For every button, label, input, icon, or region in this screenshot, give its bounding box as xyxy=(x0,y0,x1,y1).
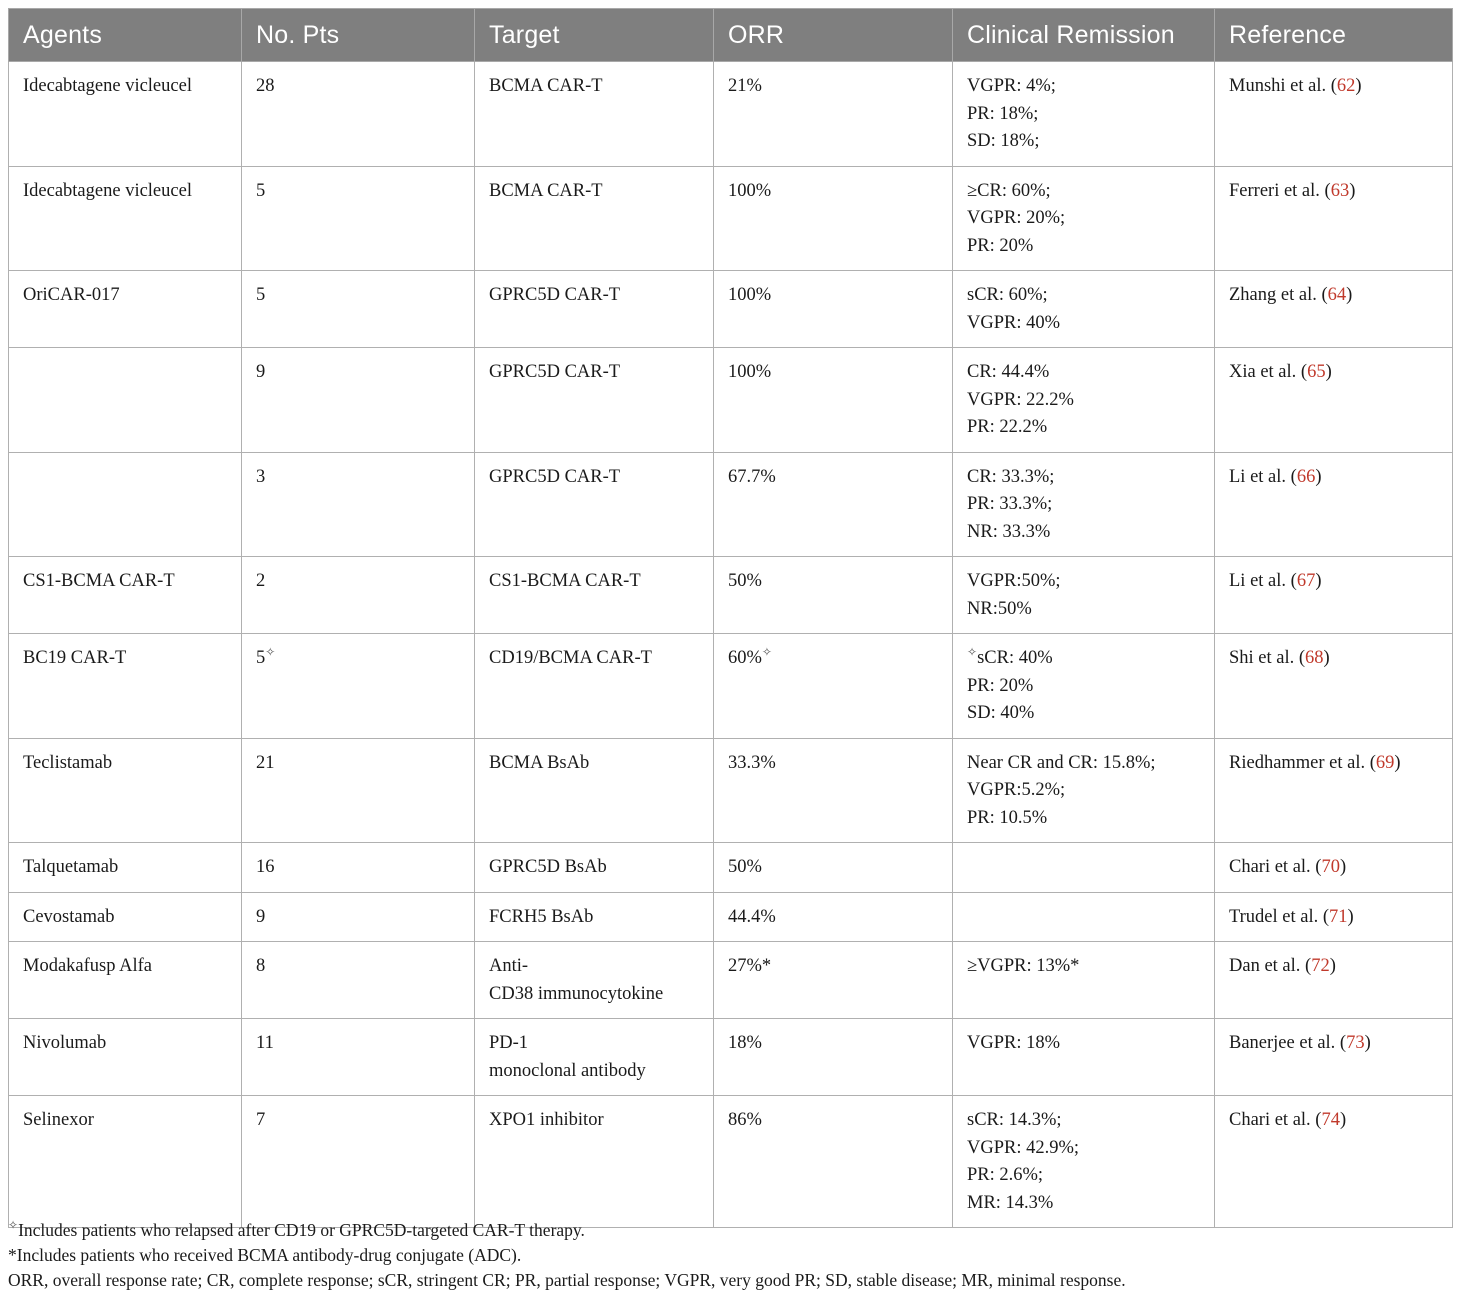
reference-author: Trudel et al. ( xyxy=(1229,906,1330,927)
pts-value: 9 xyxy=(256,362,266,382)
pts-value: 11 xyxy=(256,1033,274,1053)
orr-value: 100% xyxy=(728,285,772,305)
remission-cell xyxy=(953,634,1215,739)
pts-cell xyxy=(242,62,475,167)
table-row xyxy=(9,348,1453,453)
target-line: GPRC5D CAR-T xyxy=(489,285,621,305)
orr-cell xyxy=(714,892,953,942)
agent-name: CS1-BCMA CAR-T xyxy=(23,571,175,591)
remission-cell xyxy=(953,348,1215,453)
target-cell xyxy=(475,1096,714,1228)
remission-line xyxy=(967,1030,1200,1058)
remission-text: PR: 22.2% xyxy=(967,417,1048,437)
column-header: Reference xyxy=(1215,9,1453,62)
reference-link[interactable]: 72 xyxy=(1311,956,1330,976)
agent-cell xyxy=(9,452,242,557)
remission-line xyxy=(967,673,1200,701)
pts-cell xyxy=(242,738,475,843)
remission-line xyxy=(967,1190,1200,1218)
agent-cell xyxy=(9,892,242,942)
reference-link[interactable]: 65 xyxy=(1307,362,1326,382)
reference-close: ) xyxy=(1394,752,1401,773)
reference-cell xyxy=(1215,348,1453,453)
target-cell xyxy=(475,62,714,167)
orr-cell xyxy=(714,271,953,348)
remission-text: PR: 33.3%; xyxy=(967,494,1053,514)
table-row xyxy=(9,1019,1453,1096)
remission-cell xyxy=(953,557,1215,634)
remission-line xyxy=(967,359,1200,387)
pts-value: 5 xyxy=(256,648,266,668)
reference-link[interactable]: 66 xyxy=(1296,466,1316,487)
column-header: No. Pts xyxy=(242,9,475,62)
table-row xyxy=(9,271,1453,348)
remission-text: MR: 14.3% xyxy=(967,1192,1054,1213)
remission-text: ≥CR: 60%; xyxy=(967,180,1051,201)
remission-line xyxy=(967,310,1200,338)
remission-text: CR: 33.3%; xyxy=(967,466,1055,487)
remission-text: SD: 18%; xyxy=(967,131,1040,151)
remission-text: VGPR: 4%; xyxy=(967,76,1056,96)
agent-name: Idecabtagene vicleucel xyxy=(23,180,192,201)
reference-close: ) xyxy=(1364,1033,1371,1053)
agent-name: Cevostamab xyxy=(23,906,115,927)
column-header: Clinical Remission xyxy=(953,9,1215,62)
reference-author: Zhang et al. ( xyxy=(1229,285,1328,305)
reference-close: ) xyxy=(1329,956,1336,976)
table-row xyxy=(9,843,1453,893)
target-cell xyxy=(475,942,714,1019)
reference-author: Riedhammer et al. ( xyxy=(1229,752,1376,773)
column-header: Target xyxy=(475,9,714,62)
remission-text: PR: 18%; xyxy=(967,103,1039,124)
table-row xyxy=(9,942,1453,1019)
orr-cell xyxy=(714,348,953,453)
remission-text: VGPR: 22.2% xyxy=(967,389,1074,410)
target-cell xyxy=(475,452,714,557)
orr-value: 100% xyxy=(728,180,772,201)
remission-text: Near CR and CR: 15.8%; xyxy=(967,752,1156,773)
remission-line xyxy=(967,596,1200,624)
agent-name: BC19 CAR-T xyxy=(23,648,127,668)
reference-link[interactable]: 67 xyxy=(1296,571,1316,591)
reference-link[interactable]: 63 xyxy=(1330,180,1350,201)
footnote-2: *Includes patients who received BCMA antibody-drug conjugate (ADC). xyxy=(8,1245,522,1265)
agent-cell xyxy=(9,634,242,739)
reference-close: ) xyxy=(1349,180,1356,201)
pts-cell xyxy=(242,557,475,634)
pts-value: 8 xyxy=(256,956,266,976)
agent-cell xyxy=(9,942,242,1019)
remission-cell xyxy=(953,1096,1215,1228)
reference-link[interactable]: 69 xyxy=(1375,752,1395,773)
pts-value: 16 xyxy=(256,857,275,877)
reference-cell xyxy=(1215,62,1453,167)
remission-text: sCR: 60%; xyxy=(967,285,1048,305)
remission-line xyxy=(967,128,1200,156)
pts-value: 5 xyxy=(256,180,266,201)
remission-line xyxy=(967,519,1200,547)
target-line: CS1-BCMA CAR-T xyxy=(489,571,641,591)
target-line: CD38 immunocytokine xyxy=(489,983,664,1004)
reference-close: ) xyxy=(1315,466,1322,487)
remission-line xyxy=(967,777,1200,805)
header-row xyxy=(9,9,1453,62)
remission-text: SD: 40% xyxy=(967,703,1035,723)
orr-cell xyxy=(714,843,953,893)
pts-cell xyxy=(242,942,475,1019)
orr-value: 86% xyxy=(728,1110,762,1130)
remission-cell xyxy=(953,942,1215,1019)
orr-cell xyxy=(714,738,953,843)
target-cell xyxy=(475,1019,714,1096)
footnote-mark: ✧ xyxy=(967,644,978,659)
orr-value: 21% xyxy=(728,76,762,96)
agent-cell xyxy=(9,166,242,271)
table-row xyxy=(9,738,1453,843)
footnote-3: ORR, overall response rate; CR, complete response; sCR, stringent CR; PR, partial response; VGPR, very good PR; SD, stable disease; MR, minimal response. xyxy=(8,1270,1126,1290)
orr-cell xyxy=(714,1096,953,1228)
pts-cell xyxy=(242,452,475,557)
remission-line xyxy=(967,387,1200,415)
target-cell xyxy=(475,348,714,453)
reference-link[interactable]: 71 xyxy=(1329,906,1348,927)
remission-text: PR: 10.5% xyxy=(967,807,1048,828)
reference-close: ) xyxy=(1346,285,1353,305)
orr-value: 44.4% xyxy=(728,906,776,927)
agent-cell xyxy=(9,738,242,843)
footnote-mark: ✧ xyxy=(8,1218,19,1233)
remission-line xyxy=(967,568,1200,596)
reference-author: Xia et al. ( xyxy=(1229,362,1308,382)
target-line: XPO1 inhibitor xyxy=(489,1110,604,1130)
orr-cell xyxy=(714,557,953,634)
orr-value: 100% xyxy=(728,362,772,382)
results-table xyxy=(8,8,1453,1228)
orr-cell xyxy=(714,62,953,167)
target-line: monoclonal antibody xyxy=(489,1060,646,1081)
remission-line xyxy=(967,1162,1200,1190)
reference-cell xyxy=(1215,166,1453,271)
reference-link[interactable]: 73 xyxy=(1346,1033,1365,1053)
reference-cell xyxy=(1215,452,1453,557)
table-body xyxy=(9,62,1453,1228)
remission-line xyxy=(967,491,1200,519)
agent-cell xyxy=(9,271,242,348)
agent-name: Selinexor xyxy=(23,1110,94,1130)
footnote-1-text: Includes patients who relapsed after CD19 or GPRC5D-targeted CAR-T therapy. xyxy=(18,1220,585,1240)
reference-close: ) xyxy=(1347,906,1354,927)
remission-line xyxy=(967,1107,1200,1135)
pts-value: 21 xyxy=(256,752,275,773)
target-cell xyxy=(475,166,714,271)
agent-cell xyxy=(9,843,242,893)
remission-cell xyxy=(953,892,1215,942)
reference-cell xyxy=(1215,634,1453,739)
table-row xyxy=(9,452,1453,557)
remission-line xyxy=(967,953,1200,981)
reference-link[interactable]: 70 xyxy=(1321,857,1340,877)
reference-cell xyxy=(1215,843,1453,893)
agent-cell xyxy=(9,1019,242,1096)
reference-author: Li et al. ( xyxy=(1229,466,1297,487)
target-cell xyxy=(475,892,714,942)
orr-value: 33.3% xyxy=(728,752,776,773)
column-header: ORR xyxy=(714,9,953,62)
target-line: GPRC5D BsAb xyxy=(489,857,607,877)
agent-cell xyxy=(9,348,242,453)
pts-cell xyxy=(242,1096,475,1228)
orr-value: 50% xyxy=(728,571,762,591)
agent-name: Talquetamab xyxy=(23,857,119,877)
remission-text: VGPR:5.2%; xyxy=(967,780,1066,800)
target-line: BCMA BsAb xyxy=(489,752,590,773)
remission-text: VGPR: 40% xyxy=(967,312,1061,333)
agent-name: Teclistamab xyxy=(23,752,113,773)
table-row xyxy=(9,62,1453,167)
reference-author: Li et al. ( xyxy=(1229,571,1297,591)
remission-cell xyxy=(953,843,1215,893)
agent-name: Modakafusp Alfa xyxy=(23,956,152,976)
remission-line xyxy=(967,750,1200,778)
reference-author: Ferreri et al. ( xyxy=(1229,180,1331,201)
reference-cell xyxy=(1215,271,1453,348)
remission-text: VGPR: 18% xyxy=(967,1033,1061,1053)
pts-value: 3 xyxy=(256,466,266,487)
remission-line xyxy=(967,700,1200,728)
pts-cell xyxy=(242,1019,475,1096)
target-line: FCRH5 BsAb xyxy=(489,906,594,927)
footnotes xyxy=(8,1218,1126,1293)
pts-cell xyxy=(242,271,475,348)
agent-cell xyxy=(9,62,242,167)
reference-cell xyxy=(1215,1019,1453,1096)
pts-value: 7 xyxy=(256,1110,266,1130)
orr-value: 60% xyxy=(728,648,762,668)
remission-text: VGPR: 42.9%; xyxy=(967,1137,1080,1158)
table-row xyxy=(9,557,1453,634)
reference-cell xyxy=(1215,892,1453,942)
reference-author: Chari et al. ( xyxy=(1229,857,1322,877)
pts-cell xyxy=(242,843,475,893)
remission-text: VGPR:50%; xyxy=(967,571,1061,591)
remission-text: CR: 44.4% xyxy=(967,362,1050,382)
pts-value: 2 xyxy=(256,571,266,591)
orr-value: 27%* xyxy=(728,956,772,976)
table-row xyxy=(9,1096,1453,1228)
remission-line xyxy=(967,464,1200,492)
reference-cell xyxy=(1215,942,1453,1019)
target-line: BCMA CAR-T xyxy=(489,180,603,201)
pts-value: 5 xyxy=(256,285,266,305)
remission-text: PR: 20% xyxy=(967,675,1034,696)
remission-text: PR: 2.6%; xyxy=(967,1165,1044,1185)
reference-cell xyxy=(1215,1096,1453,1228)
remission-line xyxy=(967,645,1200,673)
footnote-mark: ✧ xyxy=(761,644,772,659)
footnote-mark: ✧ xyxy=(265,644,276,659)
orr-cell xyxy=(714,634,953,739)
remission-text: sCR: 40% xyxy=(977,648,1053,668)
remission-line xyxy=(967,282,1200,310)
remission-cell xyxy=(953,1019,1215,1096)
agent-cell xyxy=(9,557,242,634)
remission-text: VGPR: 20%; xyxy=(967,208,1066,228)
remission-text: PR: 20% xyxy=(967,235,1034,256)
pts-cell xyxy=(242,634,475,739)
orr-cell xyxy=(714,166,953,271)
agent-name: Idecabtagene vicleucel xyxy=(23,76,192,96)
target-line: BCMA CAR-T xyxy=(489,76,603,96)
agent-name: Nivolumab xyxy=(23,1033,107,1053)
orr-value: 50% xyxy=(728,857,762,877)
agent-name: OriCAR-017 xyxy=(23,285,120,305)
target-line: GPRC5D CAR-T xyxy=(489,362,621,382)
remission-line xyxy=(967,101,1200,129)
orr-cell xyxy=(714,452,953,557)
agent-cell xyxy=(9,1096,242,1228)
target-cell xyxy=(475,843,714,893)
orr-cell xyxy=(714,942,953,1019)
remission-line xyxy=(967,205,1200,233)
reference-close: ) xyxy=(1325,362,1332,382)
reference-close: ) xyxy=(1315,571,1322,591)
orr-value: 67.7% xyxy=(728,466,776,487)
remission-cell xyxy=(953,271,1215,348)
remission-line xyxy=(967,1135,1200,1163)
target-cell xyxy=(475,271,714,348)
remission-line xyxy=(967,233,1200,261)
column-header: Agents xyxy=(9,9,242,62)
reference-author: Chari et al. ( xyxy=(1229,1110,1322,1130)
target-cell xyxy=(475,738,714,843)
reference-author: Munshi et al. ( xyxy=(1229,76,1337,96)
reference-link[interactable]: 62 xyxy=(1336,76,1356,96)
remission-line xyxy=(967,178,1200,206)
remission-line xyxy=(967,805,1200,833)
remission-cell xyxy=(953,62,1215,167)
reference-link[interactable]: 64 xyxy=(1327,285,1347,305)
pts-value: 28 xyxy=(256,76,275,96)
reference-link[interactable]: 68 xyxy=(1305,648,1324,668)
remission-text: ≥VGPR: 13%* xyxy=(967,956,1080,976)
reference-cell xyxy=(1215,738,1453,843)
table-header xyxy=(9,9,1453,62)
table-row xyxy=(9,166,1453,271)
reference-author: Banerjee et al. ( xyxy=(1229,1033,1347,1053)
pts-value: 9 xyxy=(256,906,266,927)
target-line: GPRC5D CAR-T xyxy=(489,466,621,487)
pts-cell xyxy=(242,892,475,942)
table-row xyxy=(9,892,1453,942)
reference-author: Shi et al. ( xyxy=(1229,648,1306,668)
target-line: Anti- xyxy=(489,956,529,976)
reference-close: ) xyxy=(1323,648,1330,668)
pts-cell xyxy=(242,166,475,271)
remission-line xyxy=(967,414,1200,442)
orr-cell xyxy=(714,1019,953,1096)
reference-link[interactable]: 74 xyxy=(1321,1110,1340,1130)
reference-author: Dan et al. ( xyxy=(1229,956,1312,976)
footnote-1 xyxy=(8,1218,1126,1243)
remission-text: NR: 33.3% xyxy=(967,521,1051,542)
target-line: PD-1 xyxy=(489,1033,529,1053)
target-cell xyxy=(475,634,714,739)
target-cell xyxy=(475,557,714,634)
pts-cell xyxy=(242,348,475,453)
remission-line xyxy=(967,73,1200,101)
remission-cell xyxy=(953,738,1215,843)
reference-close: ) xyxy=(1339,857,1347,877)
remission-text: sCR: 14.3%; xyxy=(967,1110,1062,1130)
reference-close: ) xyxy=(1355,76,1362,96)
remission-cell xyxy=(953,166,1215,271)
remission-text: NR:50% xyxy=(967,598,1032,619)
table-row xyxy=(9,634,1453,739)
remission-cell xyxy=(953,452,1215,557)
reference-cell xyxy=(1215,557,1453,634)
target-line: CD19/BCMA CAR-T xyxy=(489,648,652,668)
reference-close: ) xyxy=(1339,1110,1347,1130)
orr-value: 18% xyxy=(728,1033,762,1053)
